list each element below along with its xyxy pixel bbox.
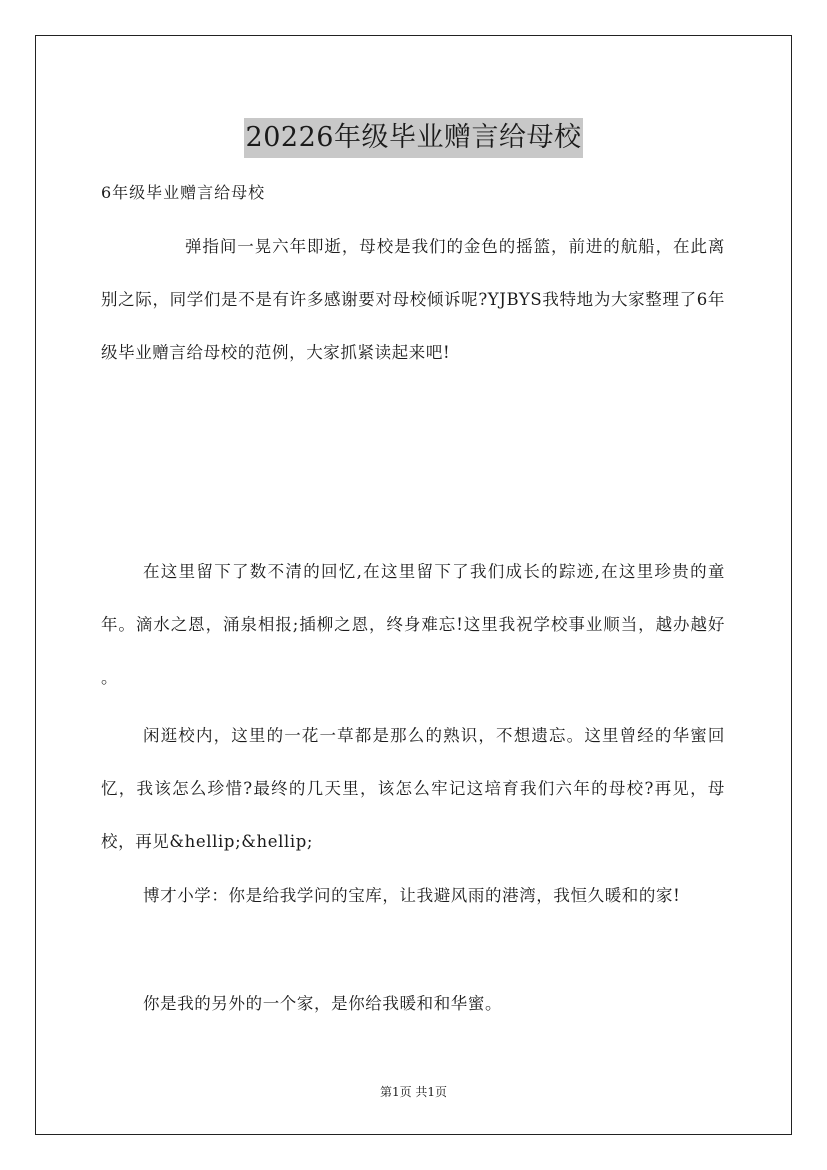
paragraph-intro: 弹指间一晃六年即逝，母校是我们的金色的摇篮，前进的航船，在此离别之际，同学们是不是有许多感谢要对母校倾诉呢?YJBYS我特地为大家整理了6年级毕业赠言给母校的范例，大家抓紧读起来吧!: [101, 237, 725, 362]
paragraph-second-home: 你是我的另外的一个家，是你给我暖和和华蜜。: [143, 994, 503, 1013]
document-title: 20226年级毕业赠言给母校: [244, 118, 584, 158]
document-subtitle: 6年级毕业赠言给母校: [101, 183, 266, 202]
page-footer: 第1页 共1页: [379, 1085, 448, 1099]
title-container: [0, 100, 827, 176]
paragraph-memories: 在这里留下了数不清的回忆,在这里留下了我们成长的踪迹,在这里珍贵的童年。滴水之恩，涌泉相报;插柳之恩，终身难忘!这里我祝学校事业顺当，越办越好 。: [101, 562, 725, 687]
paragraph-school-tribute: 博才小学：你是给我学问的宝库，让我避风雨的港湾，我恒久暖和的家!: [143, 886, 681, 905]
paragraph-campus-stroll: 闲逛校内，这里的一花一草都是那么的熟识，不想遗忘。这里曾经的华蜜回忆，我该怎么珍惜?最终的几天里，该怎么牢记这培育我们六年的母校?再见，母校，再见&hellip;&hellip;: [101, 726, 725, 851]
